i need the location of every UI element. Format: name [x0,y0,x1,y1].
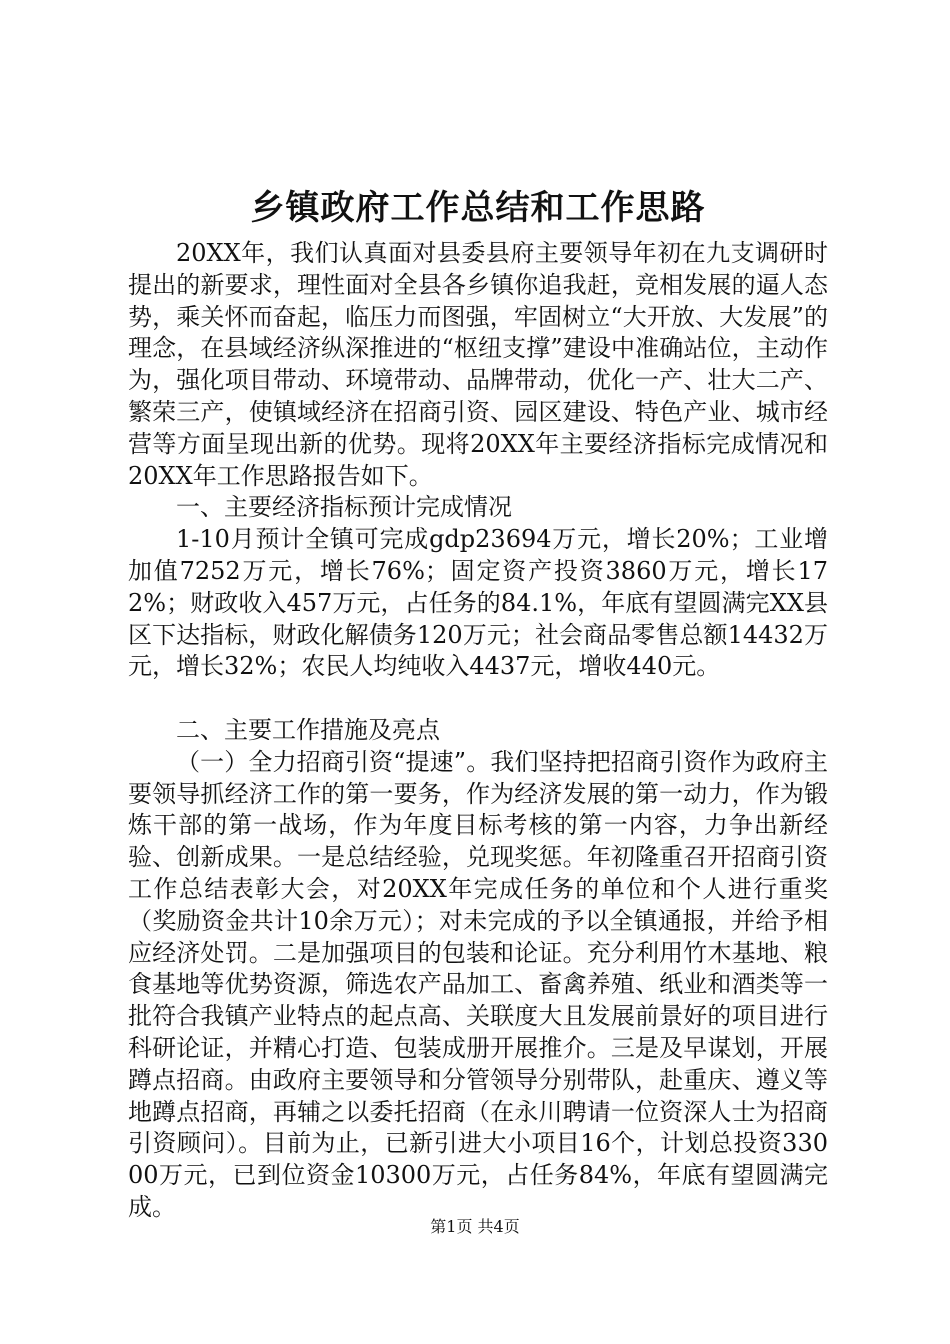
section-1-heading: 一、主要经济指标预计完成情况 [176,493,512,522]
section-2-paragraph: （一）全力招商引资“提速”。我们坚持把招商引资作为政府主要领导抓经济工作的第一要务，作为经济发展的第一动力，作为锻炼干部的第一战场，作为年度目标考核的第一内容，力争出新经验、创新成果。一是总结经验，兑现奖惩。年初隆重召开招商引资工作总结表彰大会，对20XX年完成任务的单位和个人进行重奖（奖励资金共计10余万元）；对未完成的予以全镇通报，并给予相应经济处罚。二是加强项目的包装和论证。充分利用竹木基地、粮食基地等优势资源，筛选农产品加工、畜禽养殖、纸业和酒类等一批符合我镇产业特点的起点高、关联度大且发展前景好的项目进行科研论证，并精心打造、包装成册开展推介。三是及早谋划，开展蹲点招商。由政府主要领导和分管领导分别带队，赴重庆、遵义等地蹲点招商，再辅之以委托招商（在永川聘请一位资深人士为招商引资顾问）。目前为止，已新引进大小项目16个，计划总投资33000万元，已到位资金10300万元，占任务84%，年底有望圆满完成。 [128,747,828,1221]
page-number-footer: 第1页 共4页 [430,1217,520,1236]
section-1-paragraph: 1-10月预计全镇可完成gdp23694万元，增长20%；工业增加值7252万元，增长76%；固定资产投资3860万元，增长172%；财政收入457万元，占任务的84.1%，年底有望圆满完XX县区下达指标，财政化解债务120万元；社会商品零售总额14432万元，增长32%；农民人均纯收入4437元，增收440元。 [128,525,828,681]
document-page [128,180,828,1224]
section-2-heading: 二、主要工作措施及亮点 [176,715,440,744]
document-title: 乡镇政府工作总结和工作思路 [250,188,706,228]
paragraph-spacer [128,683,828,715]
intro-paragraph: 20XX年，我们认真面对县委县府主要领导年初在九支调研时提出的新要求，理性面对全县各乡镇你追我赶，竞相发展的逼人态势，乘关怀而奋起，临压力而图强，牢固树立“大开放、大发展”的理念，在县域经济纵深推进的“枢纽支撑”建设中准确站位，主动作为，强化项目带动、环境带动、品牌带动，优化一产、壮大二产、繁荣三产，使镇域经济在招商引资、园区建设、特色产业、城市经营等方面呈现出新的优势。现将20XX年主要经济指标完成情况和20XX年工作思路报告如下。 [128,239,828,490]
